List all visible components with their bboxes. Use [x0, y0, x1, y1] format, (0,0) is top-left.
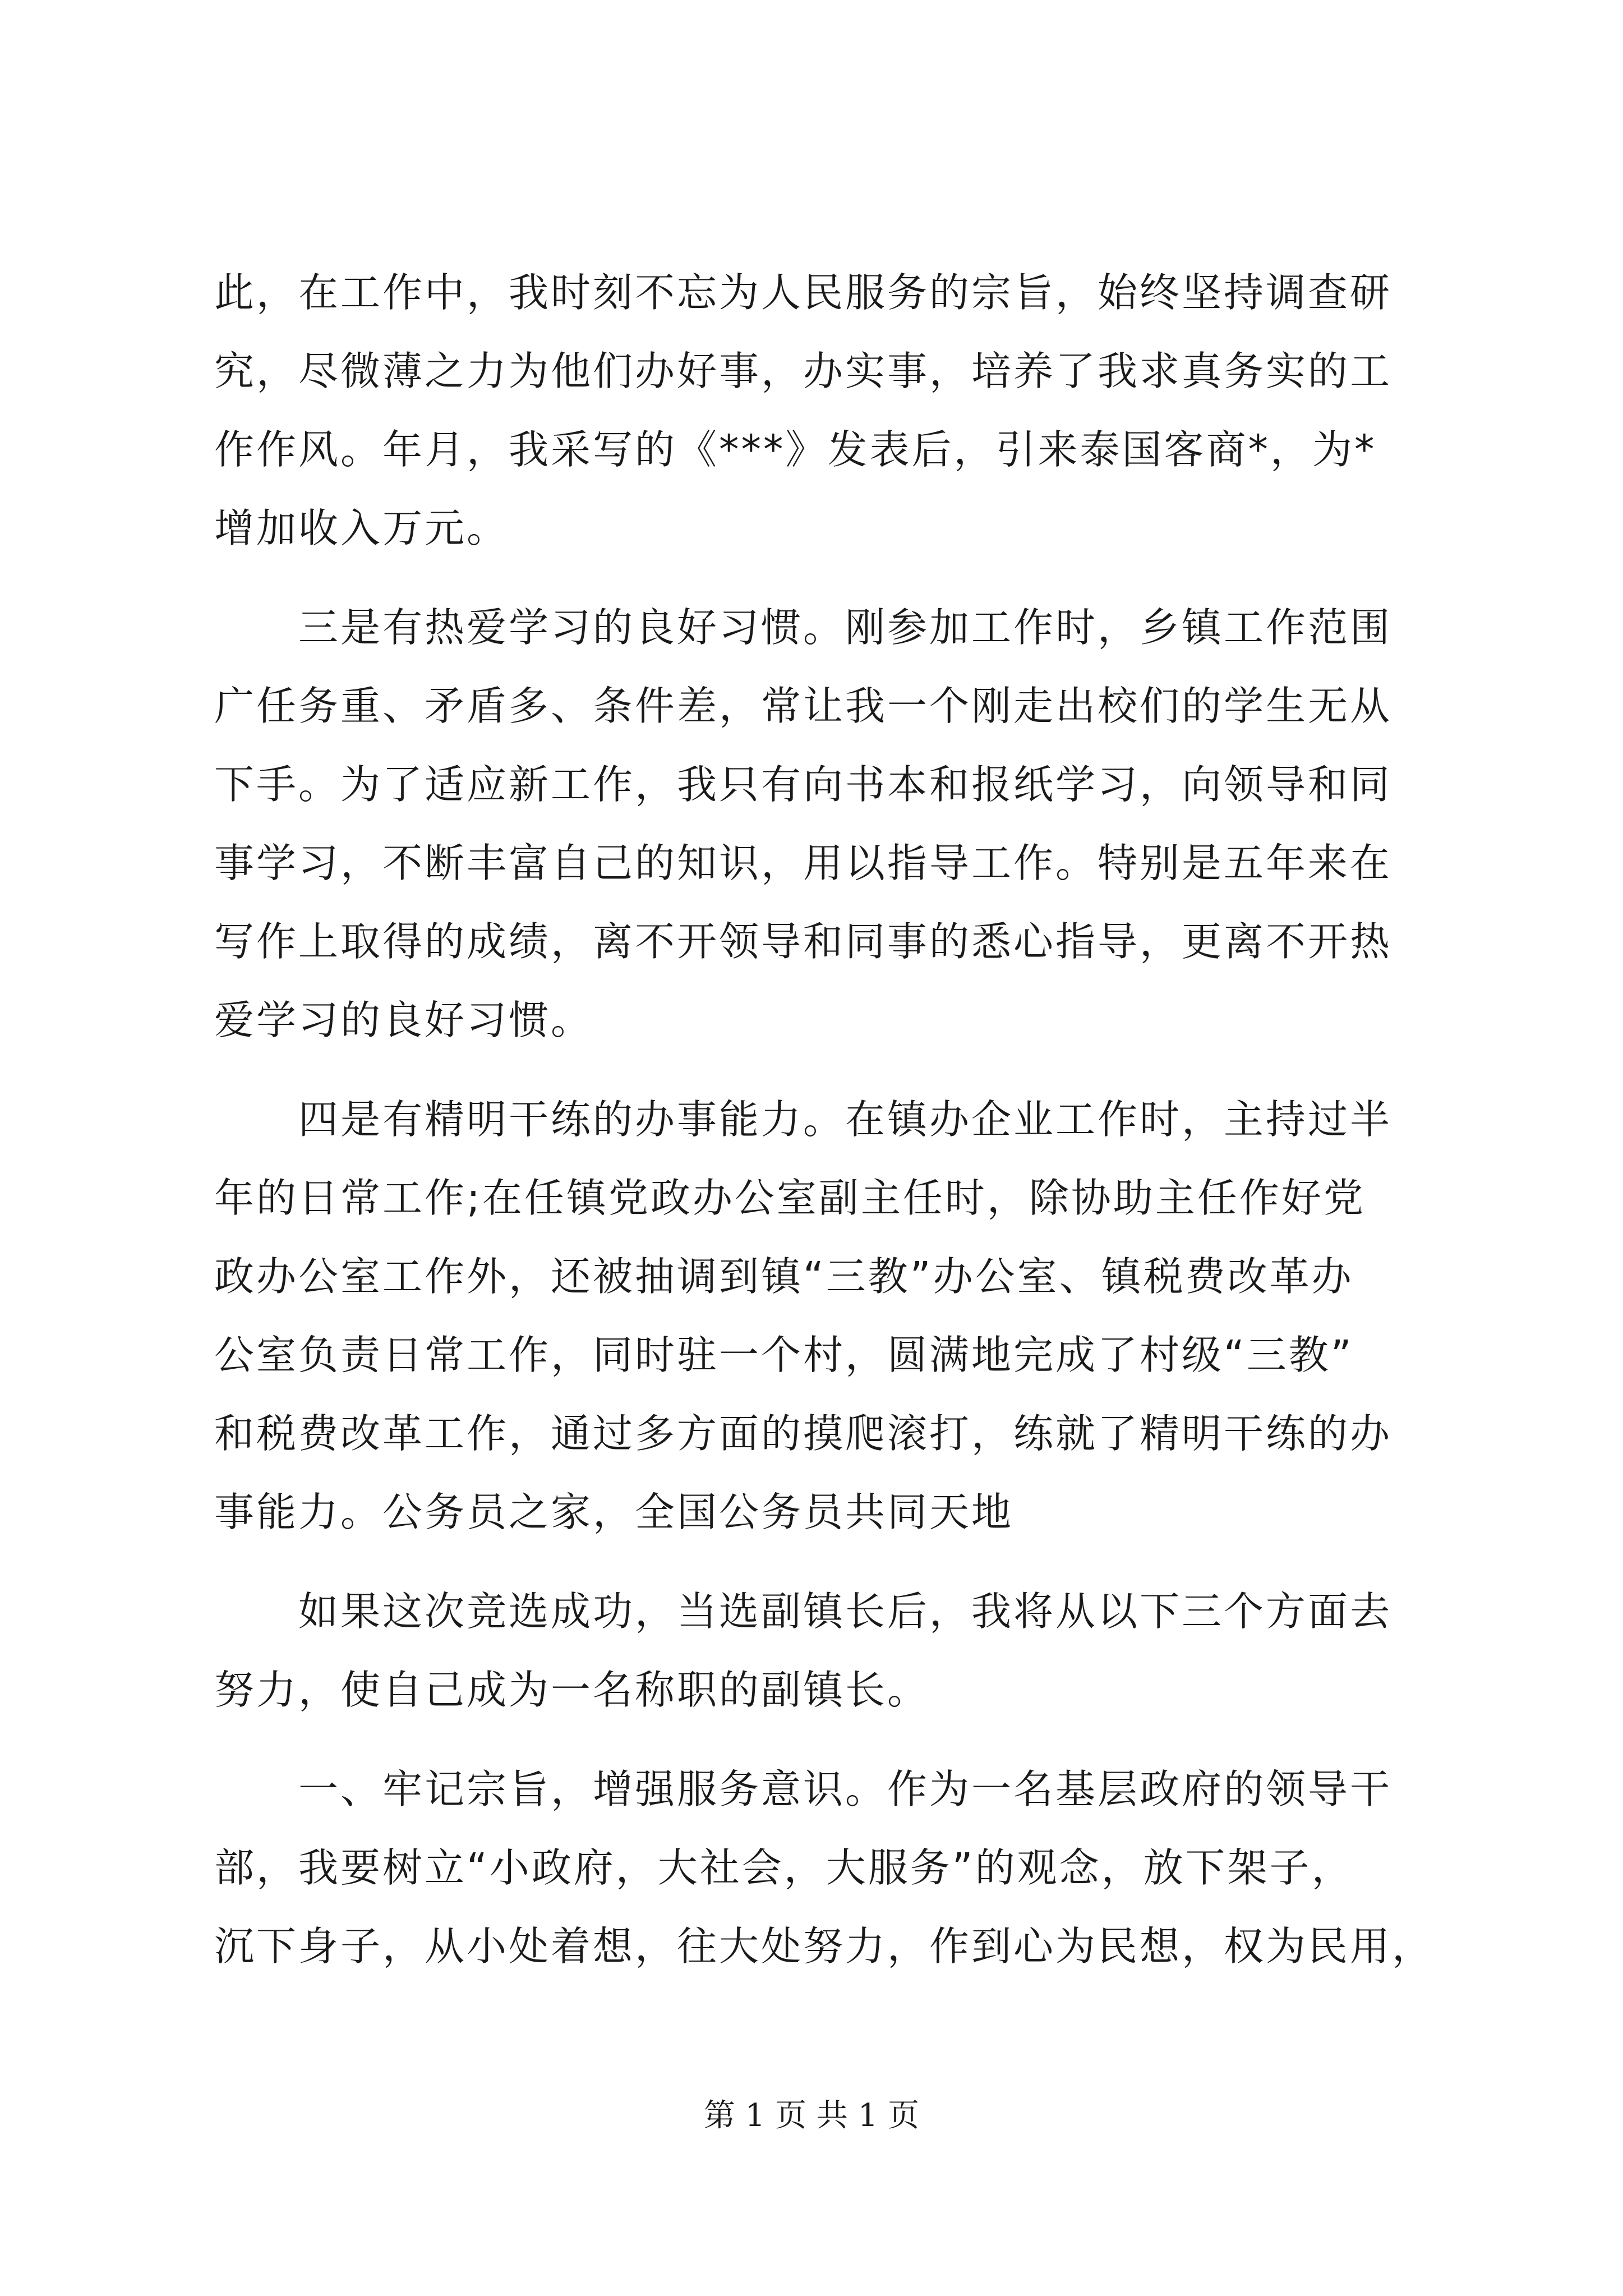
text-line: 部，我要树立“小政府，大社会，大服务”的观念，放下架子， — [214, 1844, 1354, 1891]
text-line: 爱学习的良好习惯。 — [214, 997, 593, 1043]
text-line: 政办公室工作外，还被抽调到镇“三教”办公室、镇税费改革办 — [214, 1253, 1354, 1300]
paragraph-first-line: 如果这次竞选成功，当选副镇长后，我将从以下三个方面去 — [214, 1588, 1393, 1635]
text-line: 事能力。公务员之家，全国公务员共同天地 — [214, 1489, 1014, 1535]
body-text — [214, 254, 1435, 1986]
text-line: 写作上取得的成绩，离不开领导和同事的悉心指导，更离不开热 — [214, 918, 1393, 965]
paragraph-first-line: 一、牢记宗旨，增强服务意识。作为一名基层政府的领导干 — [214, 1766, 1393, 1812]
text-line: 究，尽微薄之力为他们办好事，办实事，培养了我求真务实的工 — [214, 348, 1393, 394]
text-line: 增加收入万元。 — [214, 505, 509, 551]
text-line: 沉下身子，从小处着想，往大处努力，作到心为民想，权为民用， — [214, 1923, 1435, 1970]
text-line: 年的日常工作;在任镇党政办公室副主任时，除协助主任作好党 — [214, 1175, 1366, 1221]
paragraph-first-line: 三是有热爱学习的良好习惯。刚参加工作时，乡镇工作范围 — [214, 604, 1393, 651]
text-line: 事学习，不断丰富自己的知识，用以指导工作。特别是五年来在 — [214, 840, 1393, 886]
text-line: 努力，使自己成为一名称职的副镇长。 — [214, 1667, 930, 1713]
text-line: 作作风。年月，我采写的《***》发表后，引来泰国客商*，为* — [214, 426, 1377, 473]
paragraph-first-line: 四是有精明干练的办事能力。在镇办企业工作时，主持过半 — [214, 1096, 1393, 1143]
text-line: 广任务重、矛盾多、条件差，常让我一个刚走出校们的学生无从 — [214, 683, 1393, 729]
text-line: 和税费改革工作，通过多方面的摸爬滚打，练就了精明干练的办 — [214, 1410, 1393, 1457]
page-number-footer: 第 1 页 共 1 页 — [703, 2097, 920, 2134]
text-line: 公室负责日常工作，同时驻一个村，圆满地完成了村级“三教” — [214, 1332, 1354, 1378]
text-line: 下手。为了适应新工作，我只有向书本和报纸学习，向领导和同 — [214, 761, 1393, 808]
text-line: 此，在工作中，我时刻不忘为人民服务的宗旨，始终坚持调查研 — [214, 269, 1393, 316]
